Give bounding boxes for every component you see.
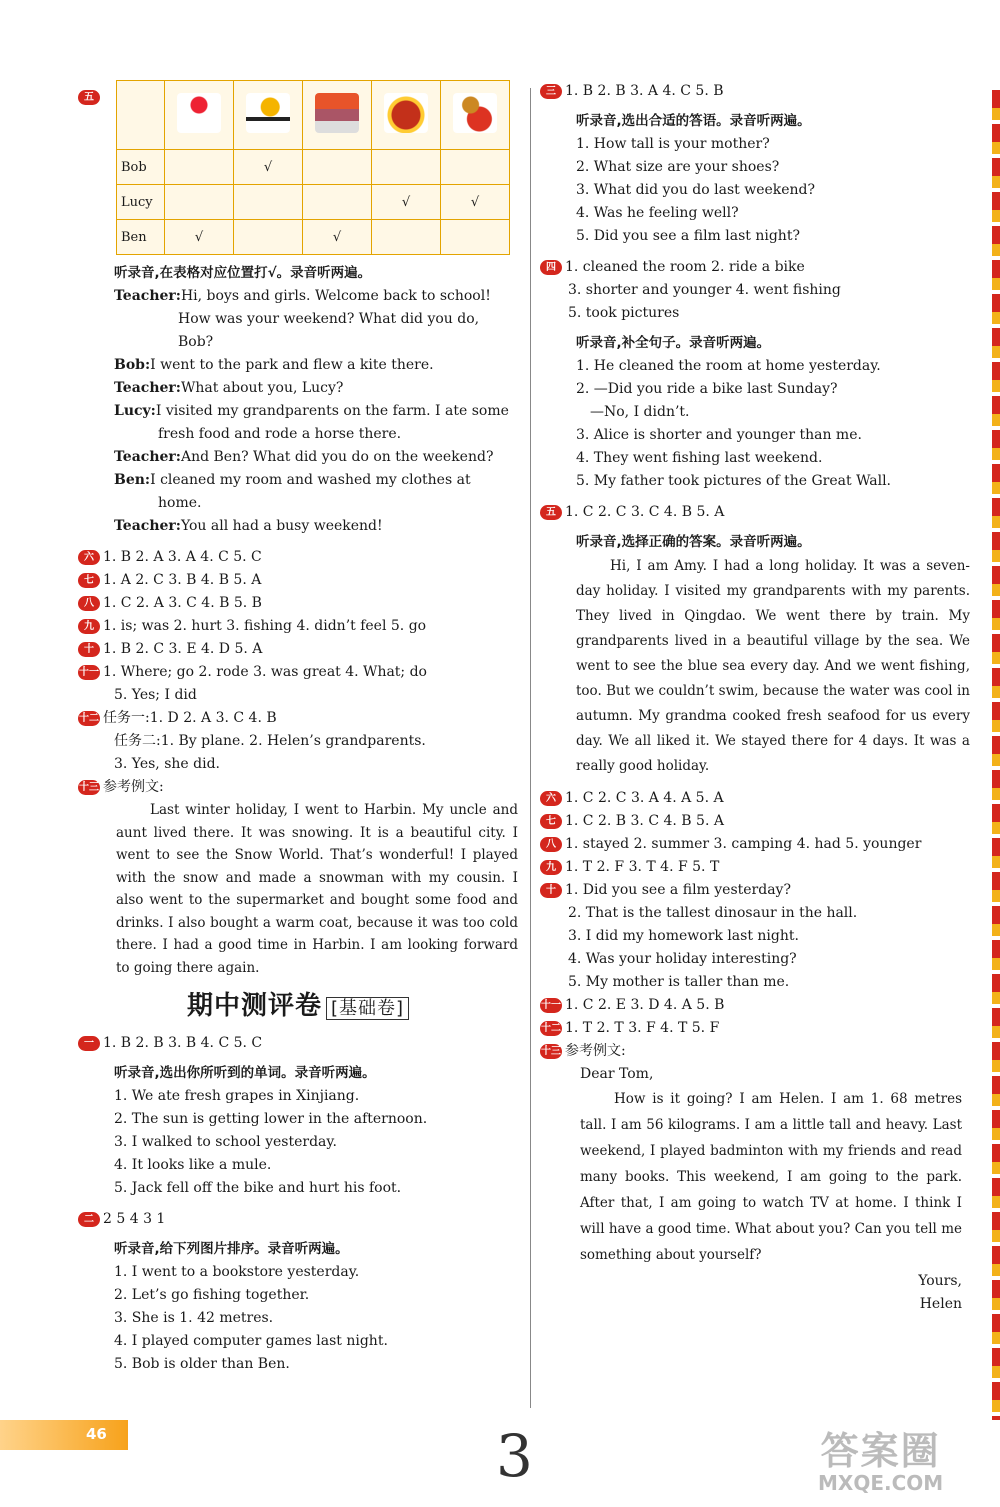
answer-row [78,592,518,615]
speaker-label: Ben: [114,472,151,488]
answer-line: 3. Yes, she did. [114,756,220,772]
answer-text: 1. Where; go 2. rode 3. was great 4. What; do [103,664,427,680]
transcript-line: 2. The sun is getting lower in the afternoon. [114,1111,428,1127]
answer-line: 5. Yes; I did [114,687,197,703]
dialogue-text: I went to the park and flew a kite there. [150,357,434,373]
picture-farm-icon [315,93,359,133]
transcript-line: 4. Was your holiday interesting? [568,951,797,967]
dialogue-line [114,377,518,400]
dialogue-text: How was your weekend? What did you do, [178,311,480,327]
answer-row: 十三 参考例文: [541,1043,626,1059]
answer-line: 3. shorter and younger 4. went fishing [568,282,841,298]
speaker-label: Bob: [114,357,151,373]
section-badge: 一 [78,1036,100,1051]
column-divider [530,88,531,1408]
transcript-line: 1. We ate fresh grapes in Xinjiang. [114,1088,360,1104]
answer-list [540,787,980,902]
transcript-line: 2. What size are your shoes? [576,159,780,175]
answer-row: 三 1. B 2. B 3. A 4. C 5. B [540,80,980,103]
speaker-label: Lucy: [114,403,156,419]
handwritten-mark: 3 [496,1422,533,1490]
section-badge: 六 [540,791,562,806]
section-badge: 七 [78,573,100,588]
answer-line: 任务二:1. By plane. 2. Helen’s grandparents. [114,733,426,749]
transcript-line: 5. My mother is taller than me. [568,974,790,990]
speaker-label: Teacher: [114,518,181,534]
transcript-line: 4. It looks like a mule. [114,1157,272,1173]
transcript-line: 1. I went to a bookstore yesterday. [114,1264,360,1280]
transcript [114,1085,518,1200]
instruction: 听录音,给下列图片排序。录音听两遍。 [114,1241,349,1257]
sample-essay: Last winter holiday, I went to Harbin. My uncle and aunt lived there. It was snowing. It is a beautiful city. I went to see the Snow World. That’s wonderful! I played with the snow and made a snowman with my cousin. I also went to the supermarket and bought some food and drinks. I also bought a warm coat, because it was too cold there. I had a good time in Harbin. I am looking forward to going there again. [116,802,518,976]
letter-greeting: Dear Tom, [580,1066,654,1082]
answer-row: 五 1. C 2. C 3. C 4. B 5. A [540,501,980,524]
section-badge: 六 [78,550,100,565]
picture-washing-icon [453,93,497,133]
dialogue-text: home. [158,495,202,511]
grid-row-ben: Ben √ √ [117,220,510,255]
dialogue-text: fresh food and rode a horse there. [158,426,402,442]
answer-text: 1. stayed 2. summer 3. camping 4. had 5. younger [565,836,922,852]
answer-lines [568,902,980,994]
answer-row [540,879,980,902]
answer-row [78,569,518,592]
grid-row-bob: Bob √ [117,150,510,185]
transcript-line: 1. How tall is your mother? [576,136,770,152]
transcript: 1. He cleaned the room at home yesterday. 2. —Did you ride a bike last Sunday? —No, I didn’t. 3. Alice is shorter and younger than me. 4. They went fishing last weekend. 5. My father took pictures of the Great Wall. [576,358,891,489]
transcript-line: 2. That is the tallest dinosaur in the hall. [568,905,858,921]
section-title: 期中测评卷 [基础卷] [78,985,518,1022]
dialogue-text: And Ben? What did you do on the weekend? [180,449,494,465]
transcript-line: 5. Did you see a film last night? [576,228,800,244]
answer-row: 一 1. B 2. B 3. B 4. C 5. C [78,1032,518,1055]
letter-body: How is it going? I am Helen. I am 1. 68 metres tall. I am 56 kilograms. I am a little tall and heavy. Last weekend, I played badminton with my friends and read many books. This weekend, I am going to the park. After that, I am going to watch TV at home. I think I will have a good time. What about you? Can you tell me something about yourself? [580,1091,962,1263]
answer-row [540,810,980,833]
dialogue-line [114,308,518,331]
transcript [576,133,980,248]
picture-girl-kite-icon [246,93,290,133]
dialogue-line [114,446,518,469]
answer-row: 十二 1. T 2. T 3. F 4. T 5. F [541,1020,720,1036]
section-badge: 七 [540,814,562,829]
transcript-line: 4. I played computer games last night. [114,1333,388,1349]
page-edge-stripe [992,90,1000,1420]
answer-text: 1. is; was 2. hurt 3. fishing 4. didn’t feel 5. go [103,618,427,634]
answer-row: 四 1. cleaned the room 2. ride a bike [540,256,980,279]
answer-row: 十三 参考例文: [79,779,164,795]
section-badge: 十 [78,642,100,657]
dialogue-text: You all had a busy weekend! [180,518,383,534]
answer-row [540,787,980,810]
left-column [78,80,518,1376]
section-badge: 十一 [541,999,561,1011]
answer-row: 二 2 5 4 3 1 [78,1208,518,1231]
instruction: 听录音,在表格对应位置打√。录音听两遍。 [114,265,372,281]
picture-kite-icon [177,93,221,133]
answer-text: 1. C 2. A 3. C 4. B 5. B [103,595,262,611]
transcript-line: 5. Jack fell off the bike and hurt his foot. [114,1180,402,1196]
instruction: 听录音,补全句子。录音听两遍。 [576,335,771,351]
speaker-label: Teacher: [114,449,181,465]
answer-text: 1. B 2. C 3. E 4. D 5. A [103,641,263,657]
page-number-tab [0,1420,128,1450]
dialogue [114,285,518,538]
q5-section [78,80,518,255]
dialogue-text: What about you, Lucy? [180,380,344,396]
speaker-label: Teacher: [114,380,181,396]
dialogue-text: Hi, boys and girls. Welcome back to school! [180,288,491,304]
answer-grid [116,80,510,255]
transcript-line: 3. What did you do last weekend? [576,182,816,198]
answer-row [78,661,518,684]
answer-row [78,638,518,661]
watermark [818,1420,943,1495]
section-badge: 五 [78,90,100,105]
section-badge: 十二 [541,1022,561,1034]
instruction: 听录音,选择正确的答案。录音听两遍。 [576,534,811,550]
speaker-label: Teacher: [114,288,181,304]
transcript-line: 3. I walked to school yesterday. [114,1134,337,1150]
section-badge: 二 [78,1212,100,1227]
dialogue-line [114,354,518,377]
transcript-line: 5. Bob is older than Ben. [114,1356,290,1372]
right-column [540,80,980,1316]
dialogue-line [114,492,518,515]
transcript-line: 4. Was he feeling well? [576,205,739,221]
section-badge: 十一 [79,666,99,678]
instruction: 听录音,选出你所听到的单词。录音听两遍。 [114,1065,376,1081]
section-badge: 八 [78,596,100,611]
dialogue-line [114,469,518,492]
transcript [114,1261,518,1376]
dialogue-line [114,423,518,446]
section-badge: 三 [540,84,562,99]
section-badge: 十 [540,883,562,898]
watermark-text: 答案圈 [820,1429,941,1473]
instruction: 听录音,选出合适的答语。录音听两遍。 [576,113,811,129]
answer-row [540,833,980,856]
answer-row: 十二 任务一:1. D 2. A 3. C 4. B [79,710,277,726]
dialogue-text: I cleaned my room and washed my clothes at [150,472,471,488]
section-badge: 五 [540,505,562,520]
watermark-url: MXQE.COM [818,1471,944,1495]
answer-text: 1. A 2. C 3. B 4. B 5. A [103,572,262,588]
letter-close: Yours, [918,1273,962,1289]
dialogue-line [114,515,518,538]
answer-row [78,546,518,569]
dialogue-line [114,400,518,423]
answer-row [540,856,980,879]
transcript-line: 2. Let’s go fishing together. [114,1287,310,1303]
section-badge: 十三 [79,781,99,793]
dialogue-text: Bob? [178,334,214,350]
letter-signature: Helen [919,1296,962,1312]
answer-row: 十一 1. C 2. E 3. D 4. A 5. B [541,997,725,1013]
answer-text: 1. T 2. F 3. T 4. F 5. T [565,859,720,875]
section-badge: 九 [540,860,562,875]
dialogue-text: I visited my grandparents on the farm. I ate some [155,403,509,419]
dialogue-line [114,331,518,354]
answer-text: 1. Did you see a film yesterday? [565,882,791,898]
answer-text: 1. C 2. B 3. C 4. B 5. A [565,813,724,829]
page-number: 46 [86,1425,107,1443]
section-badge: 八 [540,837,562,852]
answer-line: 5. took pictures [568,305,680,321]
section-badge: 四 [540,260,562,275]
answer-text: 1. C 2. C 3. A 4. A 5. A [565,790,724,806]
section-badge: 十三 [541,1045,561,1057]
answer-text: 1. B 2. A 3. A 4. C 5. C [103,549,262,565]
transcript-line: 3. I did my homework last night. [568,928,799,944]
grid-row-lucy: Lucy √ √ [117,185,510,220]
section-badge: 十二 [79,712,99,724]
passage: Hi, I am Amy. I had a long holiday. It was a seven-day holiday. I visited my grandparents with my parents. They lived in Qingdao. We went there by train. My grandparents lived in a beautiful village by the sea. We went to see the blue sea every day. And we went fishing, too. But we couldn’t swim, because the water was cool in autumn. My grandma cooked fresh seafood for us every day. We all liked it. We stayed there for 4 days. It was a really good holiday. [576,558,970,774]
dialogue-line [114,285,518,308]
picture-food-icon [384,93,428,133]
transcript-line: 3. She is 1. 42 metres. [114,1310,274,1326]
answer-row [78,615,518,638]
section-badge: 九 [78,619,100,634]
answer-list [78,546,518,684]
